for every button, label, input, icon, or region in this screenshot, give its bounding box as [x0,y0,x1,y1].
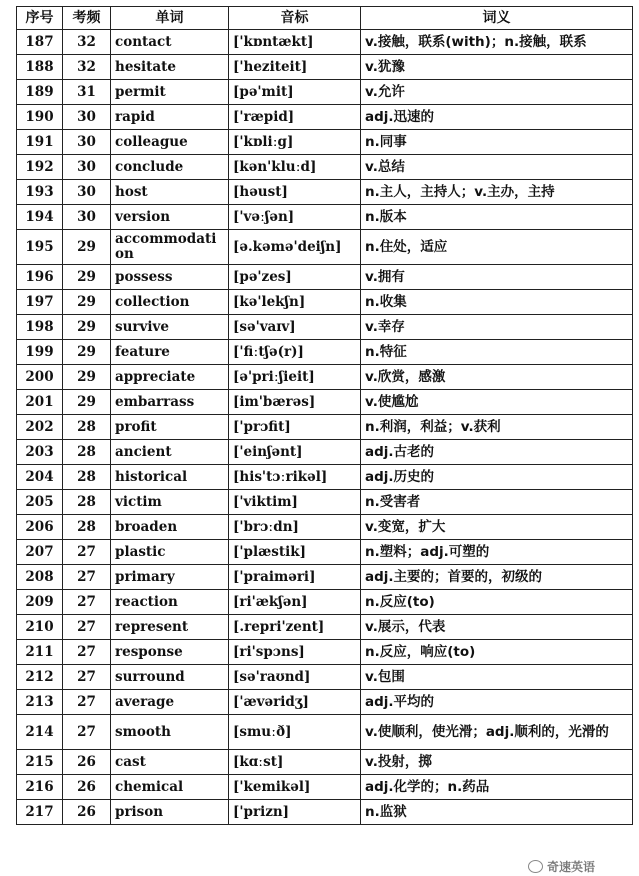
cell-freq: 30 [63,180,111,205]
table-row [17,465,633,490]
cell-word: broaden [111,515,229,540]
cell-freq: 28 [63,465,111,490]
cell-def: adj.古老的 [361,440,633,465]
table-row [17,800,633,825]
cell-no: 209 [17,590,63,615]
table-row [17,365,633,390]
cell-ipa: [kən'kluːd] [229,155,361,180]
cell-def: v.投射，掷 [361,750,633,775]
cell-ipa: [ə'priːʃieit] [229,365,361,390]
table-row [17,290,633,315]
cell-freq: 29 [63,290,111,315]
cell-ipa: ['viktim] [229,490,361,515]
cell-freq: 28 [63,440,111,465]
cell-word: host [111,180,229,205]
cell-ipa: [ə.kəmə'deiʃn] [229,230,361,265]
cell-no: 192 [17,155,63,180]
table-row [17,665,633,690]
cell-ipa: [pə'zes] [229,265,361,290]
cell-freq: 27 [63,540,111,565]
cell-def: adj.主要的；首要的，初级的 [361,565,633,590]
cell-no: 211 [17,640,63,665]
cell-ipa: ['prizn] [229,800,361,825]
cell-no: 187 [17,30,63,55]
cell-ipa: [his'tɔːrikəl] [229,465,361,490]
cell-no: 207 [17,540,63,565]
table-row [17,180,633,205]
cell-ipa: [sə'raʊnd] [229,665,361,690]
cell-word: rapid [111,105,229,130]
cell-def: v.欣赏，感激 [361,365,633,390]
cell-freq: 32 [63,30,111,55]
cell-freq: 26 [63,800,111,825]
cell-word: historical [111,465,229,490]
cell-no: 216 [17,775,63,800]
cell-freq: 27 [63,615,111,640]
cell-word: smooth [111,715,229,750]
cell-freq: 26 [63,775,111,800]
cell-def: n.主人，主持人；v.主办，主持 [361,180,633,205]
cell-no: 201 [17,390,63,415]
cell-no: 214 [17,715,63,750]
table-row [17,80,633,105]
cell-no: 193 [17,180,63,205]
cell-word: prison [111,800,229,825]
header-ipa: 音标 [229,7,361,30]
cell-freq: 30 [63,155,111,180]
table-row [17,440,633,465]
cell-freq: 27 [63,590,111,615]
cell-word: victim [111,490,229,515]
header-no: 序号 [17,7,63,30]
cell-def: adj.化学的；n.药品 [361,775,633,800]
cell-ipa: ['plæstik] [229,540,361,565]
cell-freq: 29 [63,390,111,415]
cell-ipa: ['ræpid] [229,105,361,130]
watermark [528,858,595,875]
cell-no: 204 [17,465,63,490]
cell-ipa: [həust] [229,180,361,205]
cell-freq: 27 [63,665,111,690]
cell-def: v.接触，联系(with)；n.接触，联系 [361,30,633,55]
vocabulary-table [16,6,633,825]
cell-no: 195 [17,230,63,265]
cell-word: profit [111,415,229,440]
cell-word: response [111,640,229,665]
cell-word: average [111,690,229,715]
cell-word: embarrass [111,390,229,415]
cell-def: n.反应(to) [361,590,633,615]
cell-ipa: ['einʃənt] [229,440,361,465]
cell-ipa: [smuːð] [229,715,361,750]
table-row [17,155,633,180]
table-row [17,415,633,440]
chat-bubble-icon [528,860,543,873]
cell-ipa: [im'bærəs] [229,390,361,415]
cell-def: n.利润，利益；v.获利 [361,415,633,440]
cell-freq: 32 [63,55,111,80]
cell-word: ancient [111,440,229,465]
cell-def: v.幸存 [361,315,633,340]
cell-def: v.包围 [361,665,633,690]
cell-def: v.拥有 [361,265,633,290]
table-row [17,590,633,615]
cell-word: reaction [111,590,229,615]
cell-freq: 29 [63,365,111,390]
cell-freq: 27 [63,715,111,750]
cell-no: 203 [17,440,63,465]
cell-no: 212 [17,665,63,690]
table-row [17,230,633,265]
cell-def: v.犹豫 [361,55,633,80]
table-row [17,315,633,340]
cell-freq: 29 [63,340,111,365]
cell-freq: 29 [63,230,111,265]
cell-no: 206 [17,515,63,540]
cell-word: appreciate [111,365,229,390]
cell-ipa: ['kɒntækt] [229,30,361,55]
cell-no: 196 [17,265,63,290]
cell-ipa: ['prɔfit] [229,415,361,440]
cell-no: 217 [17,800,63,825]
table-row [17,265,633,290]
cell-word: contact [111,30,229,55]
cell-def: adj.迅速的 [361,105,633,130]
cell-ipa: [.repri'zent] [229,615,361,640]
cell-word: feature [111,340,229,365]
cell-freq: 29 [63,265,111,290]
cell-no: 190 [17,105,63,130]
cell-def: v.总结 [361,155,633,180]
cell-no: 213 [17,690,63,715]
cell-def: v.变宽，扩大 [361,515,633,540]
cell-ipa: [ri'spɔns] [229,640,361,665]
cell-no: 194 [17,205,63,230]
cell-no: 188 [17,55,63,80]
cell-def: n.收集 [361,290,633,315]
cell-freq: 28 [63,490,111,515]
cell-word: conclude [111,155,229,180]
cell-freq: 27 [63,690,111,715]
cell-ipa: [sə'vaɪv] [229,315,361,340]
cell-no: 189 [17,80,63,105]
cell-ipa: [pə'mit] [229,80,361,105]
table-row [17,615,633,640]
cell-freq: 26 [63,750,111,775]
cell-def: n.同事 [361,130,633,155]
cell-freq: 30 [63,130,111,155]
cell-no: 200 [17,365,63,390]
table-row [17,30,633,55]
cell-word: plastic [111,540,229,565]
table-row [17,390,633,415]
cell-word: surround [111,665,229,690]
cell-def: adj.平均的 [361,690,633,715]
cell-ipa: ['brɔːdn] [229,515,361,540]
table-row [17,775,633,800]
cell-no: 215 [17,750,63,775]
cell-freq: 30 [63,205,111,230]
cell-word: hesitate [111,55,229,80]
cell-def: n.住处，适应 [361,230,633,265]
cell-no: 197 [17,290,63,315]
cell-def: n.特征 [361,340,633,365]
table-row [17,340,633,365]
cell-word: represent [111,615,229,640]
table-row [17,55,633,80]
table-row [17,130,633,155]
cell-def: v.使尴尬 [361,390,633,415]
header-word: 单词 [111,7,229,30]
cell-ipa: ['fiːtʃə(r)] [229,340,361,365]
cell-no: 208 [17,565,63,590]
header-def: 词义 [361,7,633,30]
table-row [17,565,633,590]
cell-word: survive [111,315,229,340]
cell-word: permit [111,80,229,105]
cell-freq: 28 [63,515,111,540]
cell-freq: 31 [63,80,111,105]
cell-freq: 29 [63,315,111,340]
cell-word: collection [111,290,229,315]
cell-def: n.监狱 [361,800,633,825]
table-row [17,640,633,665]
table-row [17,205,633,230]
cell-word: primary [111,565,229,590]
cell-ipa: ['ævəridʒ] [229,690,361,715]
cell-no: 202 [17,415,63,440]
cell-ipa: [ri'ækʃən] [229,590,361,615]
cell-freq: 30 [63,105,111,130]
cell-word: cast [111,750,229,775]
cell-word: colleague [111,130,229,155]
cell-word: possess [111,265,229,290]
cell-def: n.塑料；adj.可塑的 [361,540,633,565]
cell-no: 198 [17,315,63,340]
header-freq: 考频 [63,7,111,30]
table-row [17,105,633,130]
cell-def: v.展示，代表 [361,615,633,640]
cell-def: adj.历史的 [361,465,633,490]
cell-ipa: [kə'lekʃn] [229,290,361,315]
table-row [17,490,633,515]
table-header-row [17,7,633,30]
cell-def: v.使顺利，使光滑；adj.顺利的，光滑的 [361,715,633,750]
table-row [17,715,633,750]
cell-ipa: ['heziteit] [229,55,361,80]
cell-def: n.反应，响应(to) [361,640,633,665]
watermark-text: 奇速英语 [547,860,596,874]
cell-no: 210 [17,615,63,640]
table-row [17,750,633,775]
table-row [17,515,633,540]
cell-def: v.允许 [361,80,633,105]
cell-ipa: [kɑːst] [229,750,361,775]
cell-word: accommodation [111,230,229,265]
cell-freq: 27 [63,640,111,665]
cell-freq: 27 [63,565,111,590]
cell-no: 191 [17,130,63,155]
cell-def: n.版本 [361,205,633,230]
cell-word: chemical [111,775,229,800]
cell-ipa: ['vəːʃən] [229,205,361,230]
cell-word: version [111,205,229,230]
cell-ipa: ['kemikəl] [229,775,361,800]
cell-freq: 28 [63,415,111,440]
cell-ipa: ['praiməri] [229,565,361,590]
cell-no: 205 [17,490,63,515]
table-row [17,690,633,715]
table-row [17,540,633,565]
cell-def: n.受害者 [361,490,633,515]
cell-ipa: ['kɒliːg] [229,130,361,155]
cell-no: 199 [17,340,63,365]
